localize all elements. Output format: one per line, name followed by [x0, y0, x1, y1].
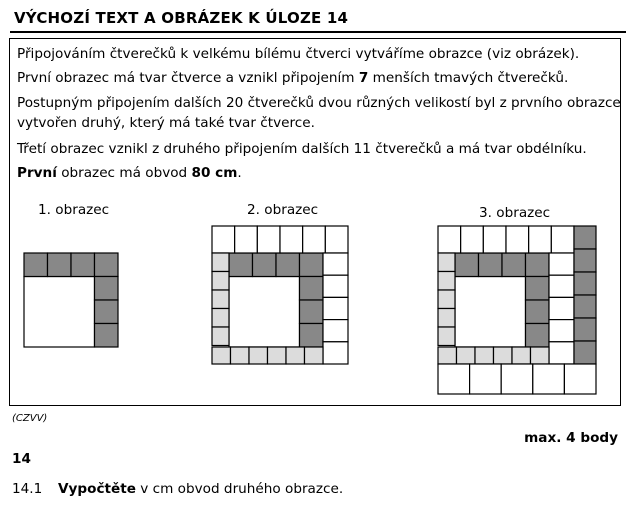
question-14-1: 14.1 Vypočtěte v cm obvod druhého obrazce.: [12, 481, 344, 497]
question-number: 14: [12, 451, 31, 467]
dark-square: [526, 324, 550, 348]
dark-square: [526, 300, 550, 324]
light-square: [438, 347, 457, 364]
white-square: [549, 253, 574, 275]
dark-square: [574, 272, 596, 295]
dark-square: [574, 295, 596, 318]
dark-square: [229, 253, 253, 277]
paragraph-1: Připojováním čtverečků k velkému bílému čtverci vytváříme obrazce (viz obrázek).: [17, 46, 580, 62]
dark-square: [95, 324, 119, 348]
light-square: [438, 309, 455, 328]
dark-square: [574, 226, 596, 249]
light-square: [212, 272, 229, 291]
white-square: [323, 253, 348, 275]
light-square: [212, 309, 229, 328]
light-square: [531, 347, 550, 364]
dark-square: [479, 253, 503, 277]
paragraph-2: První obrazec má tvar čtverce a vznikl připojením 7 menších tmavých čtverečků.: [17, 70, 569, 86]
white-square: [564, 364, 596, 394]
light-square: [212, 253, 229, 272]
light-square: [305, 347, 324, 364]
white-square: [506, 226, 529, 253]
dark-square: [95, 277, 119, 301]
white-square: [303, 226, 326, 253]
light-square: [249, 347, 268, 364]
white-square: [549, 342, 574, 364]
white-square: [323, 297, 348, 319]
white-square: [280, 226, 303, 253]
task-heading: VÝCHOZÍ TEXT A OBRÁZEK K ÚLOZE 14: [14, 9, 349, 27]
white-square: [549, 297, 574, 319]
figure-3-label: 3. obrazec: [479, 205, 551, 221]
dark-square: [95, 253, 119, 277]
white-square: [461, 226, 484, 253]
paragraph-5: První obrazec má obvod 80 cm.: [17, 165, 242, 181]
big-white-square: [455, 277, 526, 348]
dark-square: [253, 253, 277, 277]
dark-square: [276, 253, 300, 277]
paragraph-4: Třetí obrazec vznikl z druhého připojením dalších 11 čtverečků a má tvar obdélníku.: [17, 141, 587, 157]
white-square: [235, 226, 258, 253]
max-points: max. 4 body: [524, 430, 618, 446]
big-white-square: [229, 277, 300, 348]
dark-square: [574, 249, 596, 272]
figure-3: [438, 226, 596, 394]
light-square: [212, 327, 229, 346]
dark-square: [48, 253, 72, 277]
white-square: [549, 320, 574, 342]
dark-square: [455, 253, 479, 277]
white-square: [323, 275, 348, 297]
dark-square: [300, 300, 324, 324]
light-square: [212, 290, 229, 309]
dark-square: [300, 277, 324, 301]
dark-square: [24, 253, 48, 277]
light-square: [438, 290, 455, 309]
light-square: [512, 347, 531, 364]
dark-square: [574, 318, 596, 341]
source-note: (CZVV): [12, 413, 48, 424]
white-square: [529, 226, 552, 253]
big-white-square: [24, 277, 95, 348]
dark-square: [300, 324, 324, 348]
white-square: [470, 364, 502, 394]
white-square: [257, 226, 280, 253]
white-square: [323, 342, 348, 364]
dark-square: [526, 253, 550, 277]
white-square: [438, 226, 461, 253]
white-square: [501, 364, 533, 394]
dark-square: [526, 277, 550, 301]
paragraph-3-line-1: Postupným připojením dalších 20 čtverečků dvou různých velikostí byl z prvního obrazce: [17, 95, 621, 111]
figure-1: [24, 253, 118, 347]
light-square: [212, 347, 231, 364]
paragraph-3-line-2: vytvořen druhý, který má také tvar čtverce.: [17, 115, 315, 131]
light-square: [286, 347, 305, 364]
light-square: [231, 347, 250, 364]
white-square: [438, 364, 470, 394]
light-square: [438, 272, 455, 291]
light-square: [438, 253, 455, 272]
white-square: [551, 226, 574, 253]
white-square: [212, 226, 235, 253]
white-square: [483, 226, 506, 253]
figure-2-label: 2. obrazec: [247, 202, 319, 218]
light-square: [438, 327, 455, 346]
dark-square: [95, 300, 119, 324]
figure-2: [212, 226, 348, 364]
light-square: [475, 347, 494, 364]
white-square: [549, 275, 574, 297]
figure-1-label: 1. obrazec: [38, 202, 110, 218]
dark-square: [502, 253, 526, 277]
dark-square: [71, 253, 95, 277]
white-square: [325, 226, 348, 253]
dark-square: [574, 341, 596, 364]
white-square: [533, 364, 565, 394]
light-square: [494, 347, 513, 364]
light-square: [457, 347, 476, 364]
white-square: [323, 320, 348, 342]
light-square: [268, 347, 287, 364]
dark-square: [300, 253, 324, 277]
